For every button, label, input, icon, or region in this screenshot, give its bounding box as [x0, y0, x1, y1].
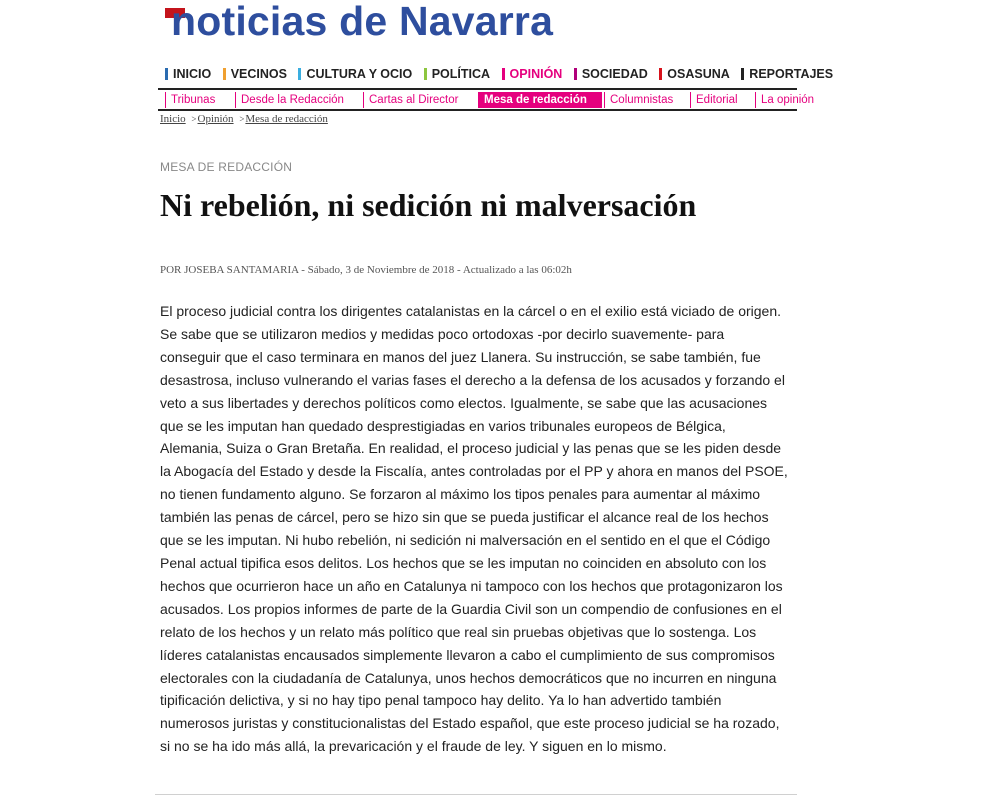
sub-nav-item-editorial[interactable]: Editorial	[690, 92, 738, 108]
main-nav-item-reportajes[interactable]	[741, 67, 833, 81]
nav-color-bar	[298, 68, 301, 80]
sub-nav-item-desde-la-redaccion[interactable]: Desde la Redacción	[235, 92, 344, 108]
nav-color-bar	[502, 68, 505, 80]
main-nav-item-opinion[interactable]	[502, 67, 563, 81]
nav-color-bar	[424, 68, 427, 80]
main-nav-label: VECINOS	[230, 67, 287, 81]
main-nav-label: CULTURA Y OCIO	[306, 67, 413, 81]
sub-nav	[163, 92, 815, 108]
main-nav-label: INICIO	[173, 67, 212, 81]
breadcrumb-separator: >	[239, 114, 245, 124]
article-body: El proceso judicial contra los dirigentes catalanistas en la cárcel o en el exilio está viciado de origen. Se sabe que se utilizaron medios y medidas poco ortodoxas -por decirlo suavemente- para conseguir que el caso terminara en manos del juez Llanera. Su instrucción, se sabe también, fue desastrosa, incluso vulnerando el varias fases el derecho a la defensa de los acusados y forzando el veto a sus libertades y derechos políticos como electos. Igualmente, se sabe que las acusaciones que se les imputan han quedado desprestigiadas en varios tribunales europeos de Bélgica, Alemania, Suiza o Gran Bretaña. En realidad, el proceso judicial y las penas que se les piden desde la Abogacía del Estado y desde la Fiscalía, antes controladas por el PP y ahora en manos del PSOE, no tienen fundamento alguno. Se forzaron al máximo los tipos penales para aumentar al máximo también las penas de cárcel, pero se hizo sin que se pueda justificar el alcance real de los hechos que se les imputan. Ni hubo rebelión, ni sedición ni malversación en el sentido en el que el Código Penal actual tipifica esos delitos. Los hechos que se les imputan no coinciden en absoluto con los hechos que ocurrieron hace un año en Catalunya ni tampoco con los hechos que protagonizaron los acusados. Los propios informes de parte de la Guardia Civil son un compendio de confusiones en el relato de los hechos y un relato más político que real sin pruebas objetivas que lo sostenga. Los líderes catalanistas encausados simplemente llevaron a cabo el cumplimiento de sus compromisos electorales con la ciudadanía de Catalunya, unos hechos democráticos que no incurren en ninguna tipificación delictiva, y si no hay tipo penal tampoco hay delito. Ya lo han advertido también numerosos juristas y constitucionalistas del Estado español, que este proceso judicial se ha rozado, si no se ha ido más allá, la prevaricación y el fraude de ley. Y siguen en lo mismo.	[160, 303, 788, 755]
nav-color-bar	[741, 68, 744, 80]
main-nav-item-vecinos[interactable]	[223, 67, 287, 81]
main-nav-label: OPINIÓN	[509, 67, 563, 81]
section-label: MESA DE REDACCIÓN	[160, 160, 293, 174]
article-title: Ni rebelión, ni sedición ni malversación	[160, 187, 697, 223]
sub-nav-item-cartas-al-director[interactable]: Cartas al Director	[363, 92, 458, 108]
sub-nav-item-columnistas[interactable]: Columnistas	[604, 92, 673, 108]
main-nav-label: REPORTAJES	[749, 67, 834, 81]
main-nav-item-politica[interactable]	[424, 67, 490, 81]
sub-nav-item-mesa-de-redaccion[interactable]: Mesa de redacción	[478, 92, 602, 108]
breadcrumb-link-opinion[interactable]: Opinión	[197, 113, 234, 125]
breadcrumb-separator: >	[191, 114, 197, 124]
main-nav-label: OSASUNA	[667, 67, 730, 81]
nav-color-bar	[223, 68, 226, 80]
breadcrumb-link-inicio[interactable]: Inicio	[160, 113, 186, 125]
nav-color-bar	[659, 68, 662, 80]
main-nav-label: SOCIEDAD	[581, 67, 648, 81]
nav-divider	[158, 88, 797, 90]
main-nav-item-cultura-y-ocio[interactable]	[298, 67, 412, 81]
main-nav-item-osasuna[interactable]	[659, 67, 730, 81]
sub-nav-item-la-opinion[interactable]: La opinión	[755, 92, 814, 108]
nav-color-bar	[574, 68, 577, 80]
main-nav	[165, 67, 834, 85]
nav-color-bar	[165, 68, 168, 80]
sub-nav-rule	[158, 109, 797, 111]
logo-text: noticias de Navarra	[171, 0, 554, 44]
main-nav-item-sociedad[interactable]	[574, 67, 648, 81]
main-nav-label: POLÍTICA	[431, 67, 491, 81]
sub-nav-item-tribunas[interactable]: Tribunas	[165, 92, 215, 108]
breadcrumb-link-mesa-de-redaccion[interactable]: Mesa de redacción	[245, 113, 328, 125]
main-nav-item-inicio[interactable]	[165, 67, 211, 81]
bottom-rule	[155, 794, 797, 795]
breadcrumb	[160, 113, 328, 125]
article-byline: POR JOSEBA SANTAMARIA - Sábado, 3 de Noviembre de 2018 - Actualizado a las 06:02h	[160, 264, 572, 276]
